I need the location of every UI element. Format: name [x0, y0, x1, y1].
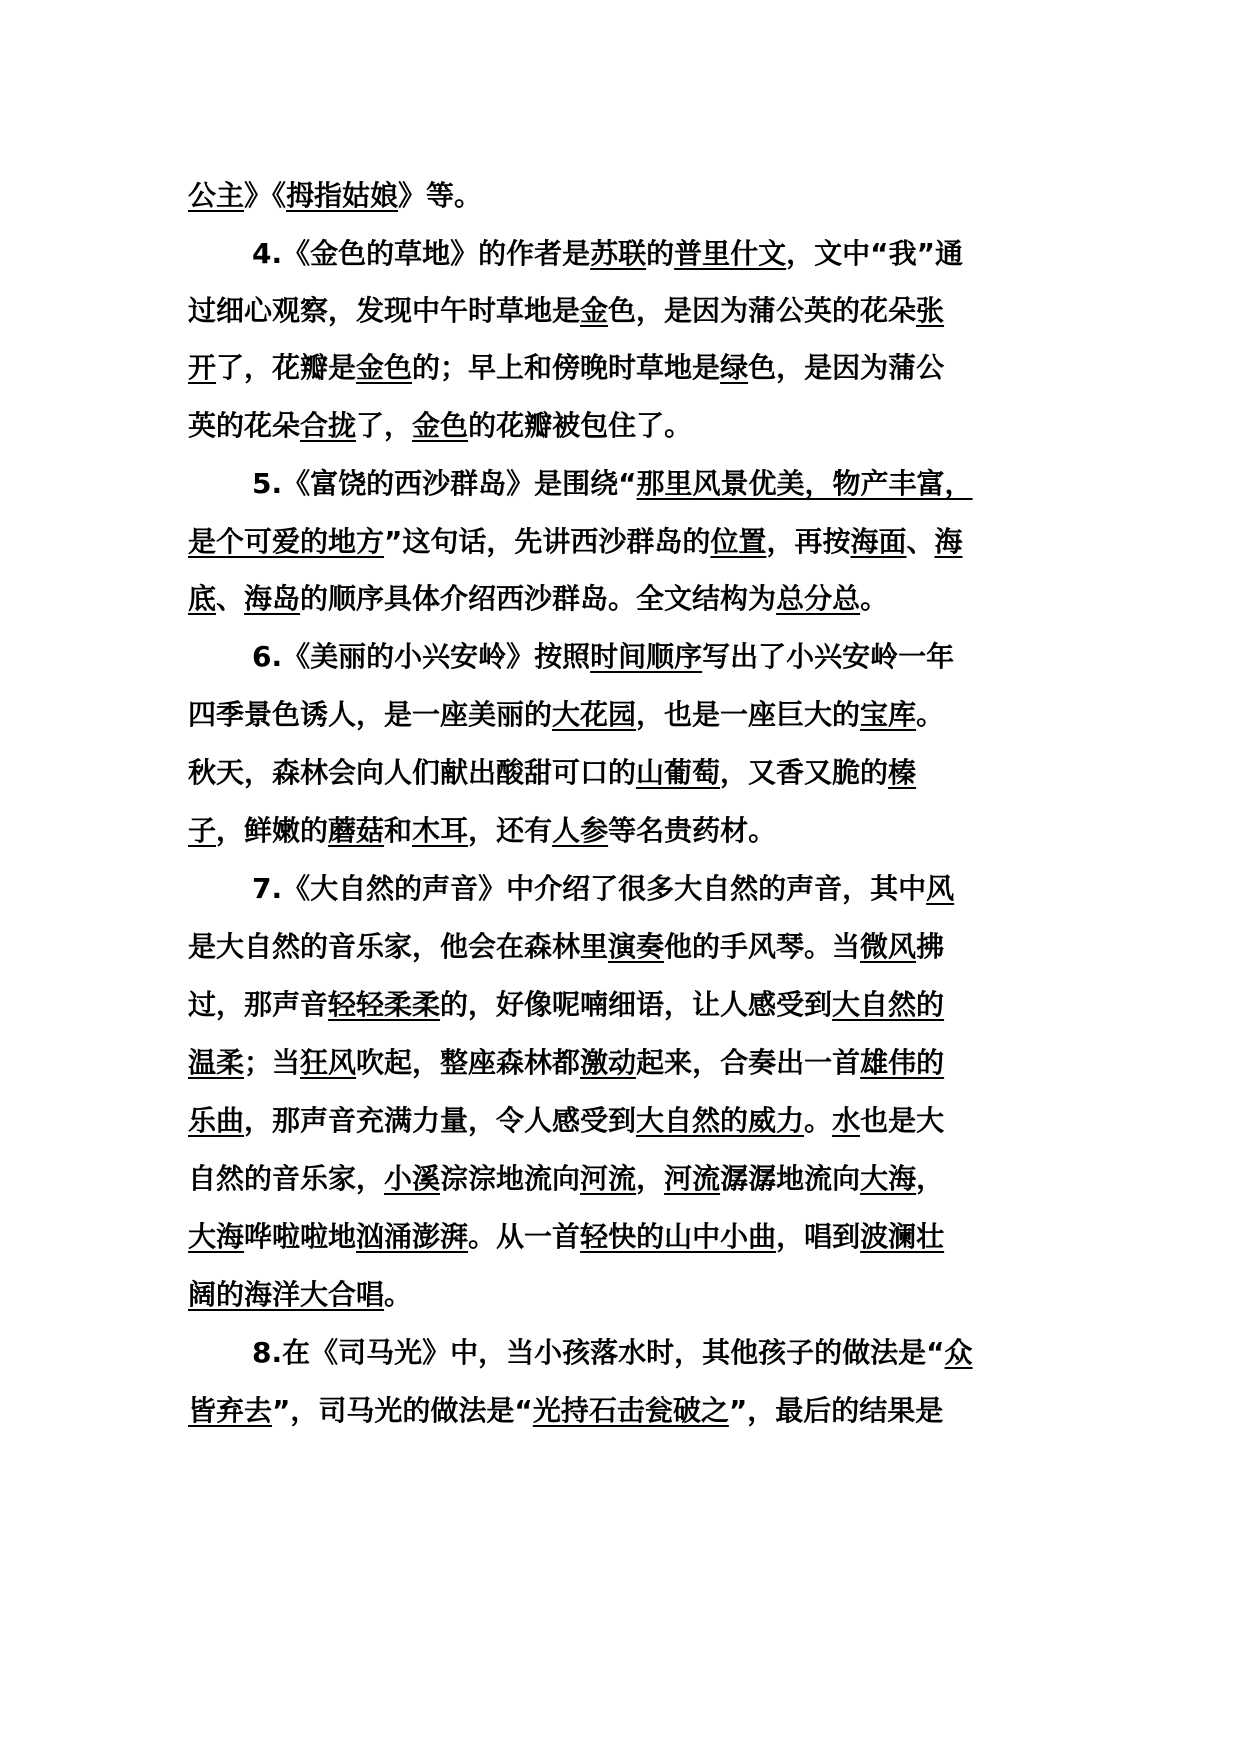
text-segment: 是大自然的音乐家，他会在森林里 [188, 930, 609, 963]
underlined-answer: 海岛 [244, 582, 301, 615]
underlined-answer: 大花园 [552, 698, 637, 731]
underlined-answer: 温柔 [188, 1046, 245, 1079]
underlined-answer: 波澜壮 [860, 1220, 945, 1253]
text-segment: ，还有 [468, 814, 553, 847]
underlined-answer: 普里什文 [674, 237, 787, 270]
underlined-answer: 大海 [860, 1162, 917, 1195]
underlined-answer: 大海 [188, 1220, 245, 1253]
text-segment: 吹起，整座森林都 [356, 1046, 581, 1079]
underlined-answer: 河流 [580, 1162, 637, 1195]
text-line [188, 522, 963, 562]
underlined-answer: 合拢 [300, 409, 357, 442]
text-segment: ， [916, 1162, 945, 1195]
text-line [188, 1391, 943, 1431]
text-segment: 、 [906, 525, 935, 558]
text-line [188, 291, 944, 331]
text-line [188, 1159, 944, 1199]
paragraph-first-line [252, 869, 954, 909]
text-segment: ，文中“我”通 [786, 237, 963, 270]
paragraph-first-line [252, 464, 973, 504]
underlined-answer: 山葡萄 [636, 756, 721, 789]
underlined-answer: 公主 [188, 179, 245, 212]
underlined-answer: 金 [580, 294, 609, 327]
text-segment: 》《 [244, 179, 287, 212]
text-segment: 7.《大自然的声音》中介绍了很多大自然的声音，其中 [252, 872, 927, 905]
underlined-answer: 蘑菇 [328, 814, 385, 847]
text-line [188, 1101, 944, 1141]
text-segment: 过，那声音 [188, 988, 329, 1021]
text-line [188, 1043, 944, 1083]
text-segment: 的，好像呢喃细语，让人感受到 [440, 988, 833, 1021]
underlined-answer: 微风 [860, 930, 917, 963]
underlined-answer: 苏联 [590, 237, 647, 270]
text-segment: 等名贵药材。 [608, 814, 777, 847]
text-line [188, 1217, 944, 1257]
paragraph-first-line [252, 234, 963, 274]
underlined-answer: 人参 [552, 814, 609, 847]
text-segment: 了， [356, 409, 413, 442]
text-line [188, 579, 888, 619]
text-segment: 色，是因为蒲公英的花朵 [608, 294, 917, 327]
underlined-answer: 乐曲 [188, 1104, 245, 1137]
underlined-answer: 水 [832, 1104, 861, 1137]
text-segment: 。从一首 [468, 1220, 581, 1253]
text-segment: ， [636, 1162, 665, 1195]
text-segment: 的花瓣被包住了。 [468, 409, 693, 442]
text-segment: 潺潺地流向 [720, 1162, 861, 1195]
text-segment: 哗啦啦地 [244, 1220, 357, 1253]
paragraph-first-line [252, 1333, 973, 1373]
text-segment: ”，最后的结果是 [728, 1394, 944, 1427]
underlined-answer: 河流 [664, 1162, 721, 1195]
text-segment: 过细心观察，发现中午时草地是 [188, 294, 581, 327]
text-segment: 了，花瓣是 [216, 351, 357, 384]
text-segment: 。 [916, 698, 945, 731]
text-segment: 6.《美丽的小兴安岭》按照 [252, 640, 591, 673]
underlined-answer: 轻快的山中小曲 [580, 1220, 777, 1253]
text-line [188, 753, 916, 793]
underlined-answer: 榛 [888, 756, 917, 789]
underlined-answer: 海 [934, 525, 963, 558]
underlined-answer: 雄伟的 [860, 1046, 945, 1079]
text-segment: 4.《金色的草地》的作者是 [252, 237, 591, 270]
text-segment: 5.《富饶的西沙群岛》是围绕“ [252, 467, 637, 500]
text-line [188, 811, 776, 851]
underlined-answer: 张 [916, 294, 945, 327]
underlined-answer: 位置 [710, 525, 767, 558]
text-line [188, 985, 944, 1025]
text-segment: 起来，合奏出一首 [636, 1046, 861, 1079]
underlined-answer: 时间顺序 [590, 640, 703, 673]
text-segment: 写出了小兴安岭一年 [702, 640, 955, 673]
text-segment: ，也是一座巨大的 [636, 698, 861, 731]
text-segment: 。 [384, 1278, 413, 1311]
text-segment: 的 [646, 237, 675, 270]
underlined-answer: 拇指姑娘 [286, 179, 399, 212]
text-line [188, 176, 482, 216]
underlined-answer: 大自然的 [832, 988, 945, 1021]
text-segment: 的顺序具体介绍西沙群岛。全文结构为 [300, 582, 777, 615]
text-segment: ，那声音充满力量，令人感受到 [244, 1104, 637, 1137]
text-line [188, 695, 944, 735]
text-segment: ”这句话，先讲西沙群岛的 [384, 525, 711, 558]
underlined-answer: 阔的海洋大合唱 [188, 1278, 385, 1311]
text-segment: 。 [860, 582, 889, 615]
underlined-answer: 金色 [412, 409, 469, 442]
text-line [188, 1275, 412, 1315]
text-segment: 自然的音乐家， [188, 1162, 385, 1195]
underlined-answer: 木耳 [412, 814, 469, 847]
text-line [188, 927, 944, 967]
text-line [188, 406, 692, 446]
underlined-answer: 狂风 [300, 1046, 357, 1079]
underlined-answer: 众 [944, 1336, 973, 1369]
underlined-answer: 大自然的威力 [636, 1104, 805, 1137]
underlined-answer: 轻轻柔柔 [328, 988, 441, 1021]
text-segment: 四季景色诱人，是一座美丽的 [188, 698, 553, 731]
underlined-answer: 是个可爱的地方 [188, 525, 385, 558]
underlined-answer: 子 [188, 814, 217, 847]
underlined-answer: 开 [188, 351, 217, 384]
text-segment: 拂 [916, 930, 945, 963]
underlined-answer: 那里风景优美，物产丰富， [636, 467, 973, 500]
underlined-answer: 总分总 [776, 582, 861, 615]
text-segment: 淙淙地流向 [440, 1162, 581, 1195]
text-segment: 8.在《司马光》中，当小孩落水时，其他孩子的做法是“ [252, 1336, 945, 1369]
underlined-answer: 皆弃去 [188, 1394, 273, 1427]
text-segment: 。 [804, 1104, 833, 1137]
paragraph-first-line [252, 637, 954, 677]
text-segment: 英的花朵 [188, 409, 301, 442]
text-segment: ”，司马光的做法是“ [272, 1394, 533, 1427]
underlined-answer: 海面 [850, 525, 907, 558]
text-segment: ；当 [244, 1046, 301, 1079]
underlined-answer: 汹涌澎湃 [356, 1220, 469, 1253]
text-segment: ，唱到 [776, 1220, 861, 1253]
text-segment: 也是大 [860, 1104, 945, 1137]
underlined-answer: 光持石击瓮破之 [532, 1394, 729, 1427]
text-segment: ，再按 [766, 525, 851, 558]
underlined-answer: 金色 [356, 351, 413, 384]
text-segment: 》等。 [398, 179, 483, 212]
text-segment: 他的手风琴。当 [664, 930, 861, 963]
underlined-answer: 激动 [580, 1046, 637, 1079]
underlined-answer: 风 [926, 872, 955, 905]
text-segment: 秋天，森林会向人们献出酸甜可口的 [188, 756, 637, 789]
text-segment: 、 [216, 582, 245, 615]
underlined-answer: 底 [188, 582, 217, 615]
underlined-answer: 演奏 [608, 930, 665, 963]
text-segment: ，鲜嫩的 [216, 814, 329, 847]
text-segment: 的；早上和傍晚时草地是 [412, 351, 721, 384]
underlined-answer: 绿 [720, 351, 749, 384]
underlined-answer: 小溪 [384, 1162, 441, 1195]
underlined-answer: 宝库 [860, 698, 917, 731]
text-line [188, 348, 944, 388]
text-segment: 和 [384, 814, 413, 847]
text-segment: 色，是因为蒲公 [748, 351, 945, 384]
text-segment: ，又香又脆的 [720, 756, 889, 789]
